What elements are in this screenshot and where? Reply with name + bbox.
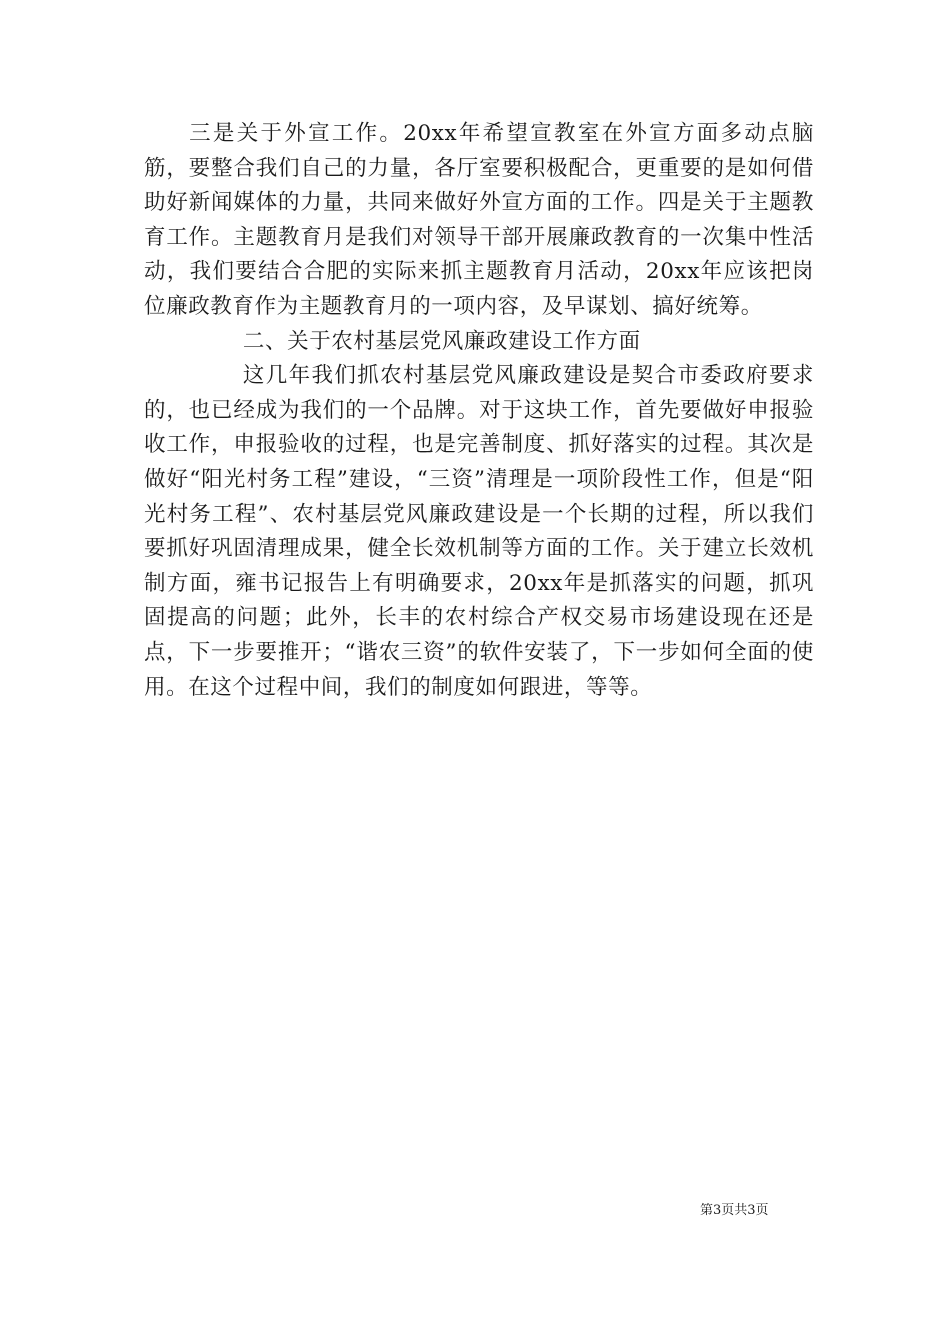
page-number-footer: 第3页共3页 [700,1203,769,1218]
document-body [144,117,814,705]
paragraph-external-publicity: 三是关于外宣工作。20xx年希望宣教室在外宣方面多动点脑筋，要整合我们自己的力量，各厅室要积极配合，更重要的是如何借助好新闻媒体的力量，共同来做好外宣方面的工作。四是关于主题教育工作。主题教育月是我们对领导干部开展廉政教育的一次集中性活动，我们要结合合肥的实际来抓主题教育月活动，20xx年应该把岗位廉政教育作为主题教育月的一项内容，及早谋划、搞好统筹。 [144,121,814,319]
section-heading-rural-grassroots: 二、关于农村基层党风廉政建设工作方面 [242,328,641,354]
paragraph-rural-grassroots: 这几年我们抓农村基层党风廉政建设是契合市委政府要求的，也已经成为我们的一个品牌。对于这块工作，首先要做好申报验收工作，申报验收的过程，也是完善制度、抓好落实的过程。其次是做好“阳光村务工程”建设，“三资”清理是一项阶段性工作，但是“阳光村务工程”、农村基层党风廉政建设是一个长期的过程，所以我们要抓好巩固清理成果，健全长效机制等方面的工作。关于建立长效机制方面，雍书记报告上有明确要求，20xx年是抓落实的问题，抓巩固提高的问题；此外，长丰的农村综合产权交易市场建设现在还是点，下一步要推开；“谐农三资”的软件安装了，下一步如何全面的使用。在这个过程中间，我们的制度如何跟进，等等。 [144,363,814,700]
